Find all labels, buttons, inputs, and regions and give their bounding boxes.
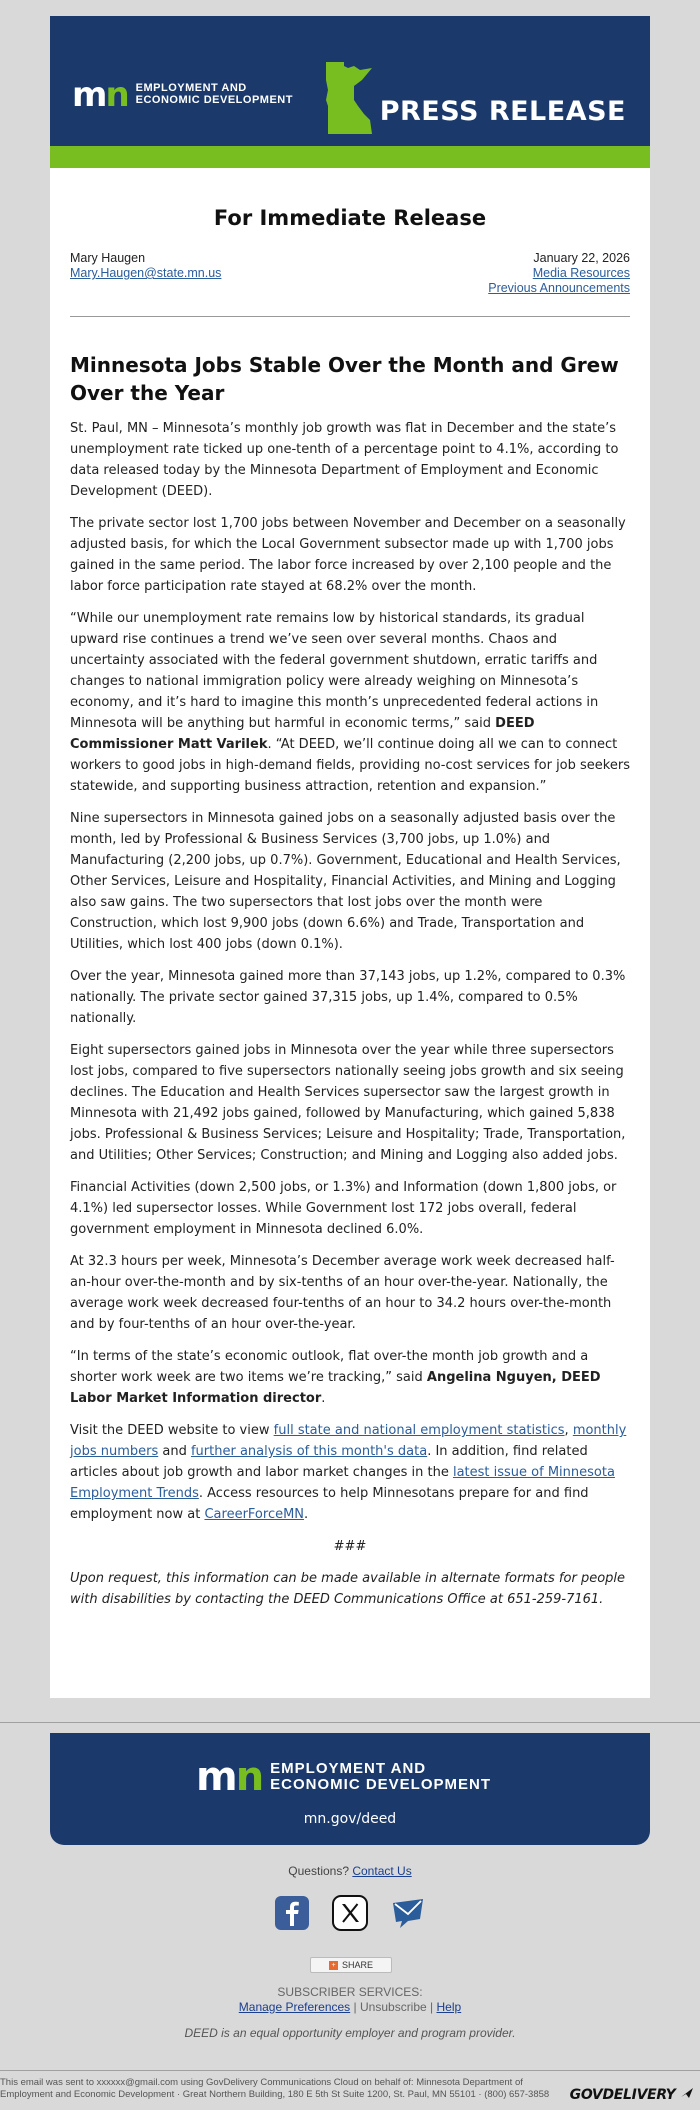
questions-label: Questions? xyxy=(288,1864,349,1878)
x-twitter-icon[interactable] xyxy=(332,1895,368,1931)
header-banner xyxy=(50,16,650,146)
share-button[interactable] xyxy=(310,1957,392,1973)
further-analysis-link[interactable]: further analysis of this month's data xyxy=(190,1444,428,1459)
deed-logo xyxy=(72,75,293,115)
govdelivery-swoosh-icon xyxy=(680,2087,694,2099)
previous-announcements-link[interactable]: Previous Announcements xyxy=(488,281,630,295)
paragraph-resources: Visit the DEED website to view full state and national employment statistics, monthly jobs numbers and further analysis of this month's data. In addition, find related articles about job growth and labor market changes in the latest issue of Minnesota Employment Trends. Access resources to help Minnesotans prepare for and find employment now at CareerForceMN. xyxy=(70,1423,627,1522)
email-share-icon[interactable] xyxy=(390,1895,426,1931)
paragraph-over-the-year: Over the year, Minnesota gained more than 37,143 jobs, up 1.2%, compared to 0.3% nationally. The private sector gained 37,315 jobs, up 1.4%, compared to 0.5% nationally. xyxy=(70,969,626,1026)
paragraph-work-week: At 32.3 hours per week, Minnesota’s December average work week decreased half-an-hour over-the-month and by six-tenths of an hour over-the-year. Nationally, the average work week decreased four-tenths of an hour to 34.2 hours over-the-month and by four-tenths of an hour over-the-year. xyxy=(70,1254,615,1332)
paragraph-private-sector: The private sector lost 1,700 jobs between November and December on a seasonally adjusted basis, for which the Local Government subsector made up with 1,700 jobs gained in the same period. The labor force increased by over 2,100 people and the labor force participation rate stayed at 68.2% over the month. xyxy=(70,516,626,594)
paragraph-intro: St. Paul, MN – Minnesota’s monthly job growth was flat in December and the state’s unemployment rate ticked up one-tenth of a percentage point to 4.1%, according to data released today by the Minnesota Department of Employment and Economic Development (DEED). xyxy=(70,421,619,499)
end-mark: ### xyxy=(333,1539,367,1554)
bottom-separator xyxy=(0,2070,700,2071)
help-link[interactable]: Help xyxy=(436,2000,462,2014)
logo-line-2: ECONOMIC DEVELOPMENT xyxy=(135,94,293,106)
govdelivery-logo[interactable]: GOVDELIVERY xyxy=(570,2087,694,2103)
link-separator: | xyxy=(353,2000,357,2014)
contact-email-link[interactable]: Mary.Haugen@state.mn.us xyxy=(70,266,222,280)
subscriber-services-label: SUBSCRIBER SERVICES: xyxy=(277,1985,423,1999)
commissioner-name: DEED Commissioner Matt Varilek xyxy=(70,716,535,752)
footer-url: mn.gov/deed xyxy=(303,1811,397,1827)
divider xyxy=(70,316,630,317)
director-name: Angelina Nguyen, DEED Labor Market Information director xyxy=(70,1370,601,1406)
footer-logo-line-2: ECONOMIC DEVELOPMENT xyxy=(270,1776,492,1793)
logo-line-1: EMPLOYMENT AND xyxy=(135,82,247,95)
paragraph-director-quote: “In terms of the state’s economic outlook, flat over-the month job growth and a shorter work week are two items we’re tracking,” said Angelina Nguyen, DEED Labor Market Information director. xyxy=(70,1349,601,1406)
footer-mn-logo-icon: mn xyxy=(196,1754,263,1800)
share-label: SHARE xyxy=(341,1960,373,1970)
release-date: January 22, 2026 xyxy=(533,251,630,265)
footer-banner xyxy=(50,1733,650,1845)
paragraph-supersectors-month: Nine supersectors in Minnesota gained jobs on a seasonally adjusted basis over the month, led by Professional & Business Services (3,700 jobs, up 1.0%) and Manufacturing (2,200 jobs, up 0.7%). Government, Educational and Health Services, Other Services, Leisure and Hospitality, Financial Activities, and Mining and Logging also saw gains. The two supersectors that lost jobs over the month were Construction, which lost 9,900 jobs (down 6.6%) and Trade, Transportation and Utilities, which lost 400 jobs (down 0.1%). xyxy=(70,811,621,952)
mn-logo-icon: mn xyxy=(72,75,128,115)
link-separator: | xyxy=(430,2000,434,2014)
paragraph-losses: Financial Activities (down 2,500 jobs, or 1.3%) and Information (down 1,800 jobs, or 4.1%) led supersector losses. While Government lost 172 jobs overall, federal government employment in Minnesota declined 6.0%. xyxy=(70,1180,617,1237)
contact-us-link[interactable]: Contact Us xyxy=(352,1864,412,1878)
paragraph-supersectors-year: Eight supersectors gained jobs in Minnesota over the year while three supersectors lost jobs, compared to five supersectors nationally seeing jobs growth and six seeing declines. The Education and Health Services supersector saw the largest growth in Minnesota with 21,492 jobs gained, followed by Manufacturing, which gained 5,838 jobs. Professional & Business Services; Leisure and Hospitality; Trade, Transportation, and Utilities; Other Services; Construction; and Mining and Logging also added jobs. xyxy=(70,1043,626,1163)
questions-line xyxy=(0,1864,700,1878)
release-title: For Immediate Release xyxy=(213,206,487,230)
equal-opportunity-statement: DEED is an equal opportunity employer and program provider. xyxy=(184,2026,516,2040)
press-release-heading: PRESS RELEASE xyxy=(379,95,626,127)
release-meta xyxy=(488,251,630,296)
contact-info xyxy=(70,251,221,281)
subscriber-links xyxy=(0,2000,700,2014)
contact-name: Mary Haugen xyxy=(70,251,146,265)
green-accent-bar xyxy=(50,146,650,168)
footer-logo-line-1: EMPLOYMENT AND xyxy=(270,1760,427,1778)
unsubscribe-link[interactable]: Unsubscribe xyxy=(360,2000,427,2014)
article-body xyxy=(70,418,630,1621)
sender-details: This email was sent to xxxxxx@gmail.com using GovDelivery Communications Cloud on behalf of: Minnesota Department of Employment and Economic Development · Great Northern Building, 180 E 5th St Suite 1200, St. Paul, MN 55101 · (800) 657-3858 xyxy=(0,2077,550,2100)
employment-statistics-link[interactable]: full state and national employment statistics xyxy=(273,1423,565,1438)
article-headline: Minnesota Jobs Stable Over the Month and Grew Over the Year xyxy=(70,353,619,405)
manage-preferences-link[interactable]: Manage Preferences xyxy=(238,2000,351,2014)
accessibility-note: Upon request, this information can be made available in alternate formats for people with disabilities by contacting the DEED Communications Office at 651-259-7161. xyxy=(70,1571,626,1607)
media-resources-link[interactable]: Media Resources xyxy=(532,266,630,280)
employment-trends-link[interactable]: latest issue of Minnesota Employment Trends xyxy=(70,1465,615,1501)
paragraph-commissioner-quote: “While our unemployment rate remains low by historical standards, its gradual upward rise continues a trend we’ve seen over several months. Chaos and uncertainty associated with the federal government shutdown, erratic tariffs and changes to national immigration policy were already weighing on Minnesota’s economy, and it’s hard to imagine this month’s unprecedented federal actions in Minnesota will be anything but harmful in economic terms,” said DEED Commissioner Matt Varilek. “At DEED, we’ll continue doing all we can to connect workers to good jobs in high-demand fields, providing no-cost services for job seekers statewide, and supporting business attraction, retention and expansion.” xyxy=(70,611,630,794)
share-plus-icon: + xyxy=(329,1961,338,1970)
facebook-icon[interactable] xyxy=(274,1895,310,1931)
footer-separator xyxy=(0,1722,700,1723)
social-links xyxy=(0,1895,700,1931)
minnesota-map-icon xyxy=(324,60,376,136)
monthly-jobs-link[interactable]: monthly jobs numbers xyxy=(70,1423,627,1459)
press-release-card xyxy=(50,16,650,1698)
careerforcemn-link[interactable]: CareerForceMN xyxy=(204,1507,305,1522)
footer-deed-logo xyxy=(196,1754,492,1800)
